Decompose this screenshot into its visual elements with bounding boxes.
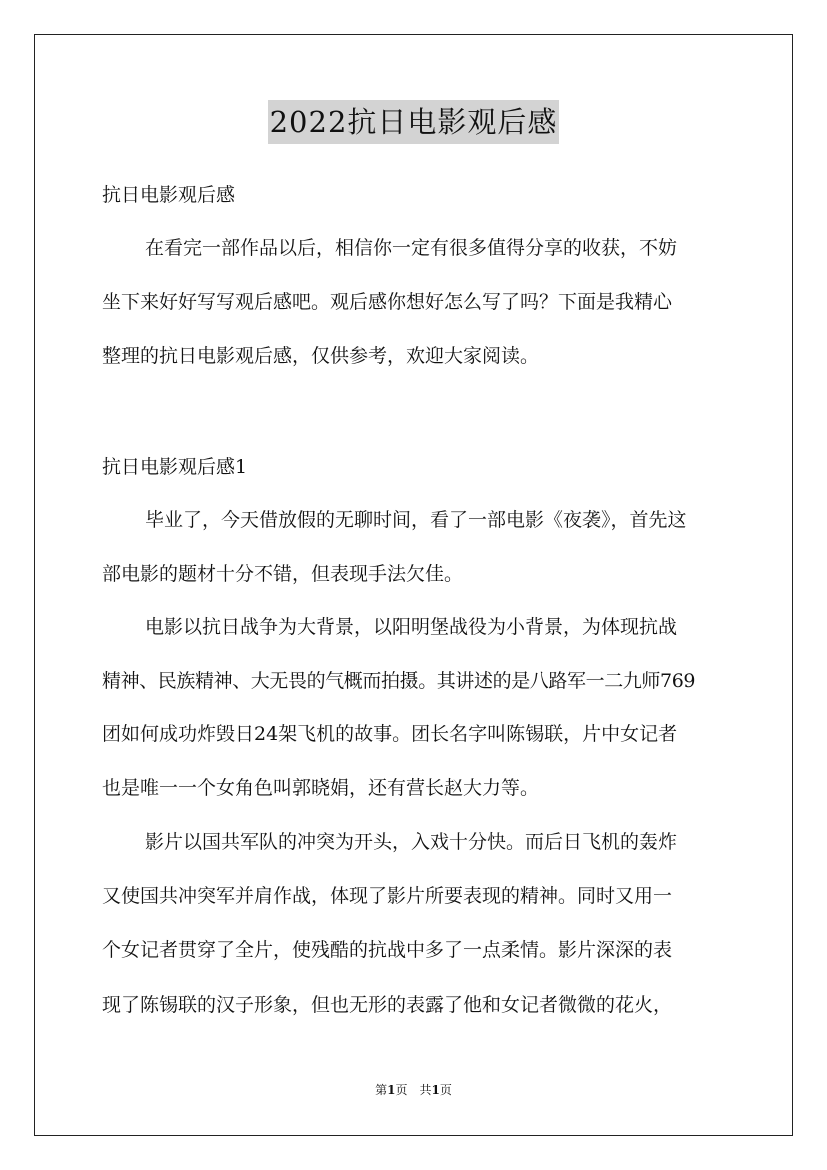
total-prefix: 共 — [419, 1083, 432, 1097]
page-unit: 页 — [395, 1083, 408, 1097]
paragraph-line: 精神、民族精神、大无畏的气概而拍摄。其讲述的是八路军一二九师769 — [102, 670, 696, 692]
paragraph-line: 又使国共冲突军并肩作战，体现了影片所要表现的精神。同时又用一 — [102, 885, 673, 907]
section-heading: 抗日电影观后感1 — [102, 456, 248, 478]
section-heading: 抗日电影观后感 — [102, 184, 236, 206]
paragraph-line: 毕业了，今天借放假的无聊时间，看了一部电影《夜袭》，首先这 — [145, 509, 687, 531]
current-page-number: 1 — [387, 1083, 396, 1097]
paragraph-line: 也是唯一一个女角色叫郭晓娟，还有营长赵大力等。 — [102, 777, 540, 799]
page-prefix: 第 — [375, 1083, 388, 1097]
total-page-number: 1 — [431, 1083, 440, 1097]
paragraph-line: 坐下来好好写写观后感吧。观后感你想好怎么写了吗？下面是我精心 — [102, 291, 673, 313]
title-container — [0, 100, 827, 144]
total-unit: 页 — [439, 1083, 452, 1097]
document-title: 2022抗日电影观后感 — [268, 100, 560, 144]
paragraph-line: 在看完一部作品以后，相信你一定有很多值得分享的收获，不妨 — [145, 237, 678, 259]
paragraph-line: 电影以抗日战争为大背景，以阳明堡战役为小背景，为体现抗战 — [145, 616, 678, 638]
paragraph-line: 影片以国共军队的冲突为开头，入戏十分快。而后日飞机的轰炸 — [145, 831, 678, 853]
page-footer — [0, 1082, 827, 1098]
paragraph-line: 个女记者贯穿了全片，使残酷的抗战中多了一点柔情。影片深深的表 — [102, 939, 673, 961]
paragraph-line: 整理的抗日电影观后感，仅供参考，欢迎大家阅读。 — [102, 345, 540, 367]
paragraph-line: 部电影的题材十分不错，但表现手法欠佳。 — [102, 563, 464, 585]
paragraph-line: 团如何成功炸毁日24架飞机的故事。团长名字叫陈锡联，片中女记者 — [102, 723, 678, 745]
paragraph-line: 现了陈锡联的汉子形象，但也无形的表露了他和女记者微微的花火， — [102, 994, 673, 1016]
